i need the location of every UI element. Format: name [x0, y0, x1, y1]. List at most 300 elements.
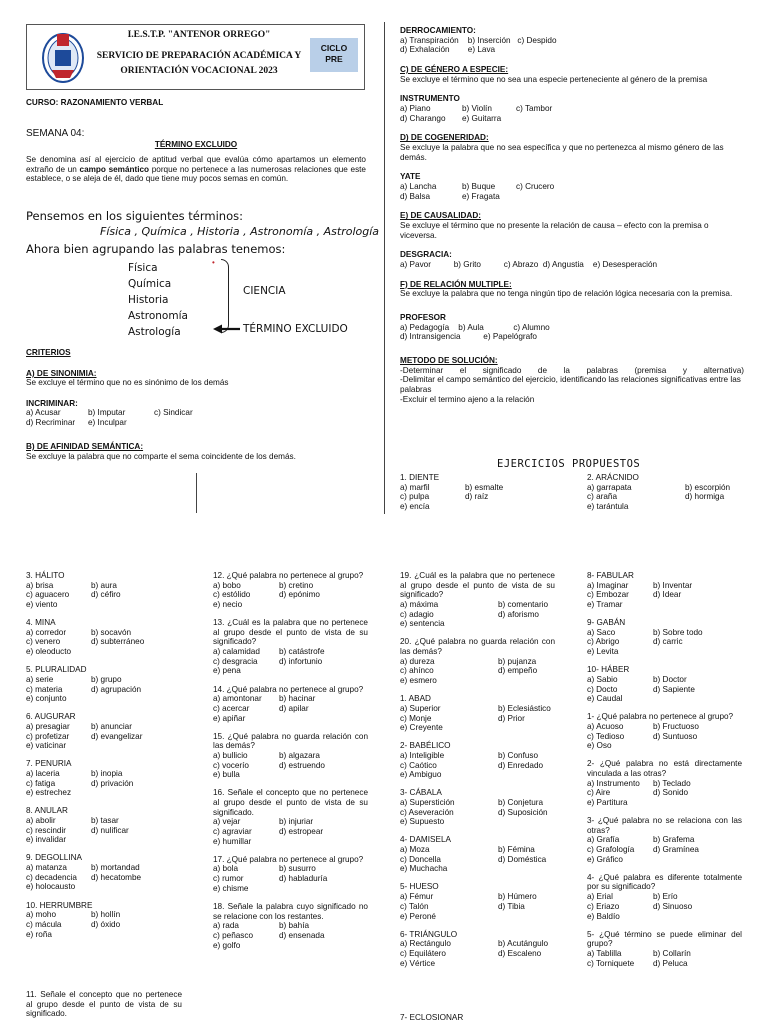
option: d) Enredado	[498, 760, 544, 770]
option: a) Fémur	[400, 892, 434, 902]
option: e) Inculpar	[88, 417, 127, 427]
option: e) viento	[26, 600, 58, 610]
option: d) Sinuoso	[653, 901, 693, 911]
option: c) vocerío	[213, 760, 249, 770]
exercise-question: 2- ¿Qué palabra no está directamente vinculada a las otras?	[587, 759, 742, 778]
option: b) inopia	[91, 768, 123, 778]
option: b) Teclado	[653, 778, 691, 788]
option: e) Baldío	[587, 911, 620, 921]
option: b) catástrofe	[279, 647, 325, 657]
metodo-step-2: -Delimitar el campo semántico del ejercicio, identificando las relaciones significativas entre las palabras	[400, 375, 741, 395]
option: b) Imputar	[88, 408, 126, 417]
option: e) golfo	[213, 940, 241, 950]
exercise-question: 8. ANULAR	[26, 806, 68, 816]
exercise-question: 5. PLURALIDAD	[26, 665, 87, 675]
exercise-eclosionar: 7- ECLOSIONAR	[400, 1013, 464, 1022]
exercise-block	[213, 618, 368, 676]
option: c) agraviar	[213, 827, 252, 837]
derrocamiento-opts-2: d) Exhalación e) Lava	[400, 45, 496, 55]
exercise-block	[26, 618, 186, 657]
instrumento-word: INSTRUMENTO	[400, 94, 460, 104]
option: b) grupo	[91, 674, 122, 684]
incriminar-word: INCRIMINAR:	[26, 399, 78, 408]
incriminar-options	[26, 408, 193, 427]
option: a) bobo	[213, 580, 241, 590]
option: a) Piano	[400, 104, 431, 114]
header-line-1: SERVICIO DE PREPARACIÓN ACADÉMICA Y	[96, 51, 302, 61]
exercise-question: 19. ¿Cuál es la palabra que no pertenece al grupo desde el punto de vista de su significado?	[400, 571, 555, 600]
criterio-f-title: F) DE RELACIÓN MULTIPLE:	[400, 279, 512, 289]
exercise-question: 14. ¿Qué palabra no pertenece al grupo?	[213, 684, 364, 694]
curso-label: CURSO: RAZONAMIENTO VERBAL	[26, 98, 164, 107]
option: b) tasar	[91, 816, 119, 826]
option: e) pena	[213, 666, 241, 676]
option: d) Suntuoso	[653, 731, 698, 741]
option: d) subterráneo	[91, 637, 145, 647]
option: b) comentario	[498, 600, 549, 610]
option: a) Superstición	[400, 798, 455, 807]
exercise-block	[400, 637, 555, 685]
option: c) Doncella	[400, 854, 441, 864]
profesor-opts-2: d) Intransigencia e) Papelógrafo	[400, 332, 537, 342]
option: d) hormiga	[685, 492, 725, 502]
option: a) Sabio	[587, 674, 618, 684]
excluded-label: TÉRMINO EXCLUIDO	[243, 323, 348, 335]
option: c) Crucero	[516, 182, 555, 192]
option: e) Tramar	[587, 600, 623, 610]
example-term: Astrología	[128, 326, 181, 338]
exercise-block	[26, 853, 186, 892]
option: e) tarántula	[587, 502, 629, 512]
option: e) Oso	[587, 741, 612, 751]
exercise-block	[400, 788, 555, 827]
option: d) infortunio	[279, 656, 323, 666]
exercise-block	[26, 665, 186, 704]
option: d) Gramínea	[653, 845, 699, 855]
option: b) esmalte	[465, 482, 504, 492]
exercise-word: 1. DIENTE	[400, 473, 440, 482]
option: a) brisa	[26, 580, 54, 590]
option: c) adagio	[400, 609, 434, 619]
exercise-question: 7. PENURIA	[26, 759, 72, 769]
option: a) serie	[26, 674, 54, 684]
exercise-block	[587, 712, 742, 751]
exercise-1	[400, 473, 503, 512]
option: a) calamidad	[213, 647, 260, 657]
exercise-block	[587, 873, 742, 921]
option: c) Sindicar	[154, 408, 193, 417]
option: b) socavón	[91, 627, 132, 637]
option: c) Embozar	[587, 590, 629, 600]
option: c) rescindir	[26, 825, 67, 835]
exercise-block	[26, 712, 186, 751]
option: a) bullicio	[213, 750, 248, 760]
option: d) empeño	[498, 666, 538, 676]
profesor-word: PROFESOR	[400, 313, 446, 323]
option: c) Aseveración	[400, 807, 454, 817]
semana-label: SEMANA 04:	[26, 128, 85, 139]
option: d) céfiro	[91, 590, 121, 600]
option: d) Balsa	[400, 191, 431, 201]
desgracia-options: a) Pavor b) Grito c) Abrazo d) Angustia e) Desesperación	[400, 260, 658, 270]
criterio-b-title: B) DE AFINIDAD SEMÁNTICA:	[26, 442, 144, 451]
option: d) raíz	[465, 492, 489, 502]
exercise-question: 1. ABAD	[400, 694, 431, 704]
option: b) mortandad	[91, 863, 140, 873]
option: a) rada	[213, 921, 239, 931]
exercise-column-3	[400, 571, 555, 977]
exercise-column-2	[213, 571, 368, 959]
option: e) chisme	[213, 883, 249, 893]
metodo-step-3: -Excluir el termino ajeno a la relación	[400, 394, 535, 404]
option: a) dureza	[400, 656, 435, 666]
option: b) Fructuoso	[653, 721, 699, 731]
option: b) escorpión	[685, 482, 731, 492]
exercise-11: 11. Señale el concepto que no pertenece al grupo desde el punto de vista de su significado.	[26, 990, 182, 1019]
option: b) Confuso	[498, 750, 539, 760]
exercise-question: 18. Señale la palabra cuyo significado no se relacione con los restantes.	[213, 901, 368, 921]
option: e) conjunto	[26, 694, 67, 704]
ejercicios-title: EJERCICIOS PROPUESTOS	[497, 458, 641, 470]
option: b) Eclesiástico	[498, 703, 551, 713]
option: b) Húmero	[498, 892, 537, 902]
exercise-question: 16. Señale el concepto que no pertenece al grupo desde el punto de vista de su significado.	[213, 788, 368, 817]
option: e) Supuesto	[400, 817, 445, 827]
exercise-question: 17. ¿Qué palabra no pertenece al grupo?	[213, 854, 364, 864]
option: c) materia	[26, 684, 63, 694]
option: e) Guitarra	[462, 113, 502, 123]
exercise-question: 3- ¿Qué palabra no se relaciona con las otras?	[587, 816, 742, 835]
exercise-question: 10. HERRUMBRE	[26, 900, 93, 910]
option: c) fatiga	[26, 778, 56, 788]
example-term: Química	[128, 278, 172, 290]
bracket-shape	[221, 259, 229, 333]
option: d) Sonido	[653, 788, 689, 798]
intro-text-1: Se denomina así al ejercicio de aptitud verbal que evalúa cómo apartamos un elemento extraño de un	[26, 155, 366, 174]
exercise-block	[26, 806, 186, 845]
option: e) vaticinar	[26, 741, 67, 751]
exercise-block	[400, 694, 555, 733]
criterio-e-desc: Se excluye el término que no presente la relación de causa – efecto con la premisa o viceversa.	[400, 221, 709, 240]
option: b) pujanza	[498, 656, 537, 666]
criterio-b-desc: Se excluye la palabra que no comparte el sema coincidente de los demás.	[26, 452, 296, 461]
exercise-question: 9. DEGOLLINA	[26, 853, 82, 863]
derrocamiento-word: DERROCAMIENTO:	[400, 26, 476, 35]
option: d) agrupación	[91, 684, 142, 694]
exercise-question: 4. MINA	[26, 618, 56, 628]
criterio-a-title: A) DE SINONIMIA:	[26, 369, 97, 378]
exercise-block	[400, 741, 555, 780]
option: b) algazara	[279, 750, 320, 760]
example-terms: Física , Química , Historia , Astronomía , Astrología	[100, 225, 380, 238]
option: c) pulpa	[400, 492, 430, 502]
exercise-block	[213, 855, 368, 894]
option: e) sentencia	[400, 619, 445, 629]
exercise-question: 6. AUGURAR	[26, 712, 76, 722]
option: a) Acuoso	[587, 721, 624, 731]
option: e) Muchacha	[400, 864, 448, 874]
exercise-block	[400, 835, 555, 874]
exercise-question: 1- ¿Qué palabra no pertenece al grupo?	[587, 712, 734, 722]
school-name: I.E.S.T.P. "ANTENOR ORREGO"	[127, 30, 271, 40]
example-term: Historia	[128, 294, 169, 306]
option: c) Eriazo	[587, 901, 620, 911]
option: d) Sapiente	[653, 684, 695, 694]
option: d) estropear	[279, 827, 324, 837]
exercise-block	[587, 930, 742, 969]
option: b) Grafema	[653, 835, 695, 845]
option: d) óxido	[91, 919, 121, 929]
option: d) Tibia	[498, 901, 525, 911]
school-logo-icon	[40, 28, 86, 84]
option: c) Aire	[587, 788, 611, 798]
desgracia-word: DESGRACIA:	[400, 250, 452, 260]
option: e) Ambiguo	[400, 770, 442, 780]
arrow-left-icon	[212, 324, 242, 334]
option: d) habladuría	[279, 874, 328, 884]
option: a) Grafía	[587, 835, 620, 845]
option: c) aguacero	[26, 590, 70, 600]
header-line-2: ORIENTACIÓN VOCACIONAL 2023	[120, 66, 278, 76]
option: c) Monje	[400, 713, 432, 723]
option: c) mácula	[26, 919, 62, 929]
option: d) aforismo	[498, 609, 539, 619]
exercise-block	[213, 732, 368, 780]
criterio-c-desc: Se excluye el término que no sea una especie perteneciente al género de la premisa	[400, 74, 708, 84]
topic-title: TÉRMINO EXCLUIDO	[154, 140, 238, 149]
option: c) estólido	[213, 590, 251, 600]
option: d) Escaleno	[498, 948, 542, 958]
example-group: Ahora bien agrupando las palabras tenemos:	[26, 242, 286, 256]
option: a) Erial	[587, 892, 613, 902]
exercise-block	[587, 759, 742, 807]
exercise-word: 2. ARÁCNIDO	[587, 473, 639, 482]
yate-word: YATE	[400, 172, 421, 182]
exercise-block	[587, 816, 742, 864]
option: b) Sobre todo	[653, 627, 703, 637]
intro-text-bold: campo semántico	[79, 164, 150, 174]
exercise-block	[213, 902, 368, 950]
option: c) Tedioso	[587, 731, 625, 741]
exercise-question: 10- HÁBER	[587, 665, 630, 675]
option: d) Prior	[498, 713, 525, 723]
exercise-2	[587, 473, 730, 512]
option: a) Inteligible	[400, 750, 445, 760]
option: d) Peluca	[653, 958, 688, 968]
exercise-question: 20. ¿Qué palabra no guarda relación con las demás?	[400, 637, 555, 657]
criterio-d-desc: Se excluye la palabra que no sea específica y que no pertenezca al mismo género de las demás.	[400, 143, 724, 162]
option: c) desgracia	[213, 656, 258, 666]
option: c) Talón	[400, 901, 429, 911]
criterio-f-desc: Se excluye la palabra que no tenga ningún tipo de relación lógica necesaria con la premisa.	[400, 289, 733, 299]
criterio-a-desc: Se excluye el término que no es sinónimo de los demás	[26, 378, 229, 387]
ciencia-label: CIENCIA	[243, 285, 286, 297]
option: e) humillar	[213, 836, 252, 846]
exercise-question: 15. ¿Qué palabra no guarda relación con las demás?	[213, 731, 368, 751]
exercise-block	[400, 882, 555, 921]
option: d) hecatombe	[91, 872, 142, 882]
option: c) Torniquete	[587, 958, 635, 968]
metodo-title: METODO DE SOLUCIÓN:	[400, 356, 498, 366]
option: d) carric	[653, 637, 683, 647]
option: e) Creyente	[400, 723, 443, 733]
exercise-question: 9- GABÁN	[587, 618, 626, 628]
option: d) ensenada	[279, 930, 325, 940]
exercise-block	[26, 571, 186, 610]
option: d) Doméstica	[498, 854, 547, 864]
option: c) venero	[26, 637, 61, 647]
right-column	[400, 26, 744, 404]
option: c) rumor	[213, 874, 244, 884]
exercise-question: 4- ¿Qué palabra es diferente totalmente por su significado?	[587, 872, 742, 892]
option: e) holocausto	[26, 882, 76, 892]
option: a) Rectángulo	[400, 939, 451, 949]
option: a) abolir	[26, 816, 56, 826]
option: e) estrechez	[26, 788, 72, 798]
criterio-d-title: D) DE COGENERIDAD:	[400, 133, 489, 143]
exercise-question: 3. HÁLITO	[26, 571, 65, 580]
criterio-c-title: C) DE GÉNERO A ESPECIE:	[400, 65, 509, 75]
option: e) apiñar	[213, 713, 246, 723]
option: e) bulla	[213, 770, 240, 780]
option: d) evangelizar	[91, 731, 143, 741]
option: a) máxima	[400, 600, 439, 610]
exercise-block	[26, 901, 186, 940]
derrocamiento-opts-1: a) Transpiración b) Inserción c) Despido	[400, 35, 557, 45]
option: b) cretino	[279, 580, 314, 590]
option: d) epónimo	[279, 590, 320, 600]
intro-paragraph	[26, 155, 366, 184]
exercise-question: 4- DAMISELA	[400, 835, 451, 845]
option: e) Partitura	[587, 798, 628, 807]
option: d) Suposición	[498, 807, 548, 817]
exercise-question: 3- CÁBALA	[400, 788, 442, 798]
option: c) Equilátero	[400, 948, 446, 958]
exercise-question: 13. ¿Cuál es la palabra que no pertenece al grupo desde el punto de vista de su significado?	[213, 618, 368, 647]
option: a) garrapata	[587, 482, 632, 492]
exercise-column-4	[587, 571, 742, 977]
option: a) Superior	[400, 703, 441, 713]
exercise-block	[587, 665, 742, 704]
option: a) matanza	[26, 863, 67, 873]
option: d) Idear	[653, 590, 682, 600]
option: a) Lancha	[400, 182, 437, 192]
option: a) bola	[213, 864, 239, 874]
option: d) apilar	[279, 703, 309, 713]
option: c) acercar	[213, 703, 250, 713]
exercise-block	[26, 759, 186, 798]
option: b) Erío	[653, 892, 678, 902]
asterisk-mark: •	[212, 258, 215, 267]
option: b) Conjetura	[498, 798, 544, 807]
divider-line	[196, 473, 197, 513]
exercise-question: 2- BABÉLICO	[400, 741, 451, 751]
option: a) Imaginar	[587, 580, 629, 590]
option: e) roña	[26, 929, 52, 939]
option: c) profetizar	[26, 731, 70, 741]
option: c) ahínco	[400, 666, 434, 676]
option: c) araña	[587, 492, 618, 502]
exercise-column-1	[26, 571, 186, 948]
option: a) vejar	[213, 817, 241, 827]
exercise-block	[400, 571, 555, 629]
option: e) Levita	[587, 647, 619, 657]
intro-text-2: porque no pertenece a las numerosas relaciones que este establece, o se aleja de él, dado que tiene muy pocos semas en común.	[26, 164, 366, 184]
exercise-block	[213, 571, 368, 610]
option: b) Acutángulo	[498, 939, 549, 949]
option: c) Tambor	[516, 104, 553, 114]
metodo-step-1: -Determinar el significado de la palabras (premisa y alternativa)	[400, 365, 744, 375]
column-divider	[384, 22, 385, 514]
option: b) anunciar	[91, 721, 132, 731]
option: a) Saco	[587, 627, 616, 637]
option: e) esmero	[400, 676, 437, 686]
option: b) aura	[91, 580, 117, 590]
option: a) marfil	[400, 482, 430, 492]
option: b) injuriar	[279, 817, 314, 827]
option: b) Collarín	[653, 948, 691, 958]
option: d) Charango	[400, 113, 446, 123]
option: c) Docto	[587, 684, 618, 694]
option: e) Peroné	[400, 911, 436, 921]
criterio-e-title: E) DE CAUSALIDAD:	[400, 211, 481, 221]
example-lead: Pensemos en los siguientes términos:	[26, 209, 244, 223]
option: b) bahía	[279, 921, 310, 931]
option: b) hacinar	[279, 694, 316, 704]
option: c) Grafología	[587, 845, 635, 855]
option: e) invalidar	[26, 835, 67, 845]
exercise-question: 12. ¿Qué palabra no pertenece al grupo?	[213, 571, 364, 580]
option: b) Inventar	[653, 580, 693, 590]
option: d) estruendo	[279, 760, 325, 770]
exercise-block	[587, 571, 742, 610]
option: e) Vértice	[400, 958, 436, 968]
example-term: Física	[128, 262, 158, 274]
option: d) Recriminar	[26, 417, 76, 427]
option: a) Acusar	[26, 408, 61, 417]
exercise-block	[400, 930, 555, 969]
option: a) laceria	[26, 768, 60, 778]
exercise-block	[213, 788, 368, 846]
option: a) presagiar	[26, 721, 70, 731]
option: a) Tablilla	[587, 948, 622, 958]
option: a) Moza	[400, 845, 430, 855]
exercise-block	[213, 685, 368, 724]
option: e) oleoducto	[26, 647, 72, 657]
option: b) Doctor	[653, 674, 687, 684]
option: b) Buque	[462, 182, 496, 192]
criterios-title: CRITERIOS	[26, 348, 71, 357]
exercise-question: 6- TRIÁNGULO	[400, 929, 458, 939]
option: b) susurro	[279, 864, 316, 874]
profesor-opts-1: a) Pedagogía b) Aula c) Alumno	[400, 322, 550, 332]
option: e) Gráfico	[587, 854, 623, 864]
ciclo-label: CICLO	[320, 43, 348, 53]
example-list	[128, 260, 188, 340]
option: e) encía	[400, 502, 430, 512]
option: a) moho	[26, 910, 57, 920]
option: d) nulificar	[91, 825, 129, 835]
exercise-question: 5- ¿Qué término se puede eliminar del grupo?	[587, 929, 742, 949]
example-term: Astronomía	[128, 310, 188, 322]
option: d) privación	[91, 778, 134, 788]
option: b) Fémina	[498, 845, 535, 855]
option: e) Fragata	[462, 191, 500, 201]
option: a) corredor	[26, 627, 67, 637]
option: a) amontonar	[213, 694, 262, 704]
ciclo-pre: PRE	[325, 54, 343, 65]
option: a) Instrumento	[587, 778, 640, 788]
